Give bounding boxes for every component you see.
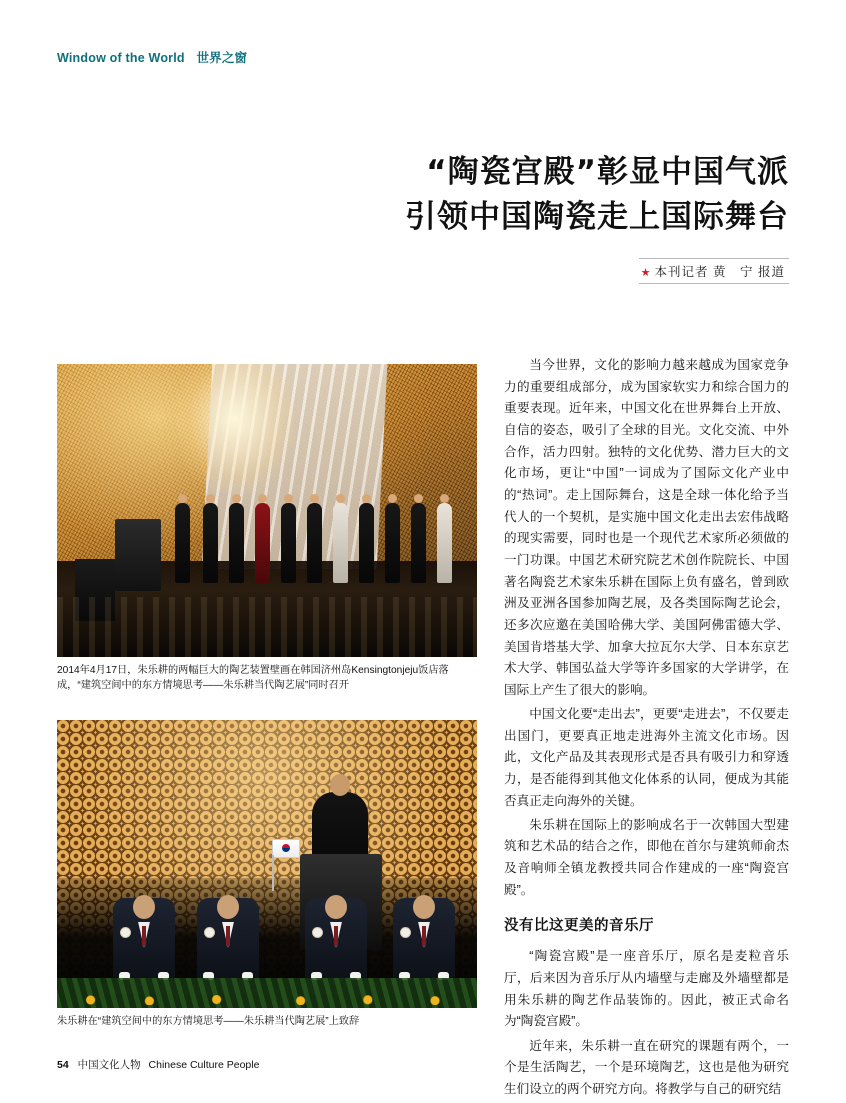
necktie	[226, 926, 230, 946]
byline-text: 本刊记者 黄 宁 报道	[654, 264, 785, 279]
star-icon: ★	[640, 266, 652, 279]
guest-figure	[385, 503, 400, 583]
figure-head	[284, 494, 293, 503]
necktie	[142, 926, 146, 946]
figure-head	[217, 895, 239, 919]
article-title-line-2: 引领中国陶瓷走上国际舞台	[405, 198, 789, 235]
figure-head	[336, 494, 345, 503]
running-head-en: Window of the World	[57, 51, 185, 65]
guest-figure	[229, 503, 244, 583]
running-head-cn: 世界之窗	[196, 51, 248, 65]
boutonniere	[205, 928, 214, 937]
photo-column	[57, 364, 477, 1029]
byline	[639, 258, 789, 284]
guest-figure	[255, 503, 270, 583]
page-footer	[57, 1057, 259, 1072]
speech-ceremony-photo	[57, 720, 477, 1008]
stage-ceremony-photo	[57, 364, 477, 657]
figure-head	[178, 494, 187, 503]
photo-caption-2: 朱乐耕在“建筑空间中的东方情境思考——朱乐耕当代陶艺展”上致辞	[57, 1015, 360, 1027]
guest-figure	[333, 503, 348, 583]
page-number: 54	[57, 1059, 69, 1071]
guest-figure	[411, 503, 426, 583]
necktie	[422, 926, 426, 946]
korea-flag-icon	[272, 839, 300, 858]
running-head	[57, 48, 247, 66]
body-text-column	[504, 355, 789, 1103]
article-title-block	[57, 150, 789, 284]
footer-magazine-en: Chinese Culture People	[148, 1059, 260, 1071]
floor-reflection	[57, 597, 477, 657]
boutonniere	[313, 928, 322, 937]
guest-figure	[175, 503, 190, 583]
figure-head	[325, 895, 347, 919]
figure-head	[206, 494, 215, 503]
figure-head	[310, 494, 319, 503]
figure-head	[258, 494, 267, 503]
stage-flowers	[57, 978, 477, 1008]
boutonniere	[121, 928, 130, 937]
article-title-line-1: “陶瓷宫殿”彰显中国气派	[426, 154, 789, 190]
necktie	[334, 926, 338, 946]
guest-figure	[359, 503, 374, 583]
podium	[115, 519, 161, 591]
guest-figure	[281, 503, 296, 583]
boutonniere	[401, 928, 410, 937]
body-paragraph: 当今世界，文化的影响力越来越成为国家竞争力的重要组成部分，成为国家软实力和综合国力的重要表现。近年来，中国文化在世界舞台上开放、自信的姿态，吸引了全球的目光。文化交流、中外合作，活力四射。独特的文化优势、潜力巨大的文化市场，更让“中国”一词成为了国际文化产业中的“热词”。走上国际舞台，这是全球一体化给予当代人的一个契机，是实施中国文化走出去宏伟战略的现实需要，同时也是一个现代艺术家所必须做的一门功课。中国艺术研究院艺术创作院院长、中国著名陶瓷艺术家朱乐耕在国际上负有盛名，曾到欧洲及亚洲各国参加陶艺展，及各类国际陶艺论会，还多次应邀在美国哈佛大学、美国阿佛雷德大学、美国肯塔基大学、加拿大拉瓦尔大学、日本东京艺术大学、韩国弘益大学等许多国家的大学讲学，在国际上产生了很大的影响。	[504, 358, 789, 697]
footer-magazine-cn: 中国文化人物	[77, 1059, 141, 1071]
guest-figure	[203, 503, 218, 583]
figure-head	[388, 494, 397, 503]
figure-head	[362, 494, 371, 503]
figure-head	[414, 494, 423, 503]
body-paragraph: “陶瓷宫殿”是一座音乐厅，原名是麦粒音乐厅，后来因为音乐厅从内墙壁与走廊及外墙壁都是用朱乐耕的陶艺作品装饰的。因此，被正式命名为“陶瓷宫殿”。	[504, 949, 789, 1029]
section-subheading: 没有比这更美的音乐厅	[504, 918, 654, 935]
figure-head	[232, 494, 241, 503]
body-paragraph: 中国文化要“走出去”，更要“走进去”，不仅要走出国门，更要真正地走进海外主流文化市场。因此，文化产品及其表现形式是否具有吸引力和穿透力，是否能得到其他文化体系的认同，便成为其能否真正走向海外的关键。	[504, 707, 789, 808]
figure-head	[330, 774, 350, 796]
body-paragraph: 近年来，朱乐耕一直在研究的课题有两个，一个是生活陶艺，一个是环境陶艺，这也是他为研究生们设立的两个研究方向。将教学与自己的研究结	[504, 1038, 789, 1096]
figure-head	[413, 895, 435, 919]
guest-figure	[437, 503, 452, 583]
figure-head	[440, 494, 449, 503]
guest-figure	[307, 503, 322, 583]
figure-head	[133, 895, 155, 919]
photo-caption-1: 2014年4月17日，朱乐耕的两幅巨大的陶艺装置壁画在韩国济州岛Kensingtonjeju饭店落成，“建筑空间中的东方情境思考——朱乐耕当代陶艺展”同时召开	[57, 665, 449, 692]
body-paragraph: 朱乐耕在国际上的影响成名于一次韩国大型建筑和艺术品的结合之作，即他在首尔与建筑师俞杰及音响师全镇龙教授共同合作建成的一座“陶瓷宫殿”。	[504, 817, 789, 897]
